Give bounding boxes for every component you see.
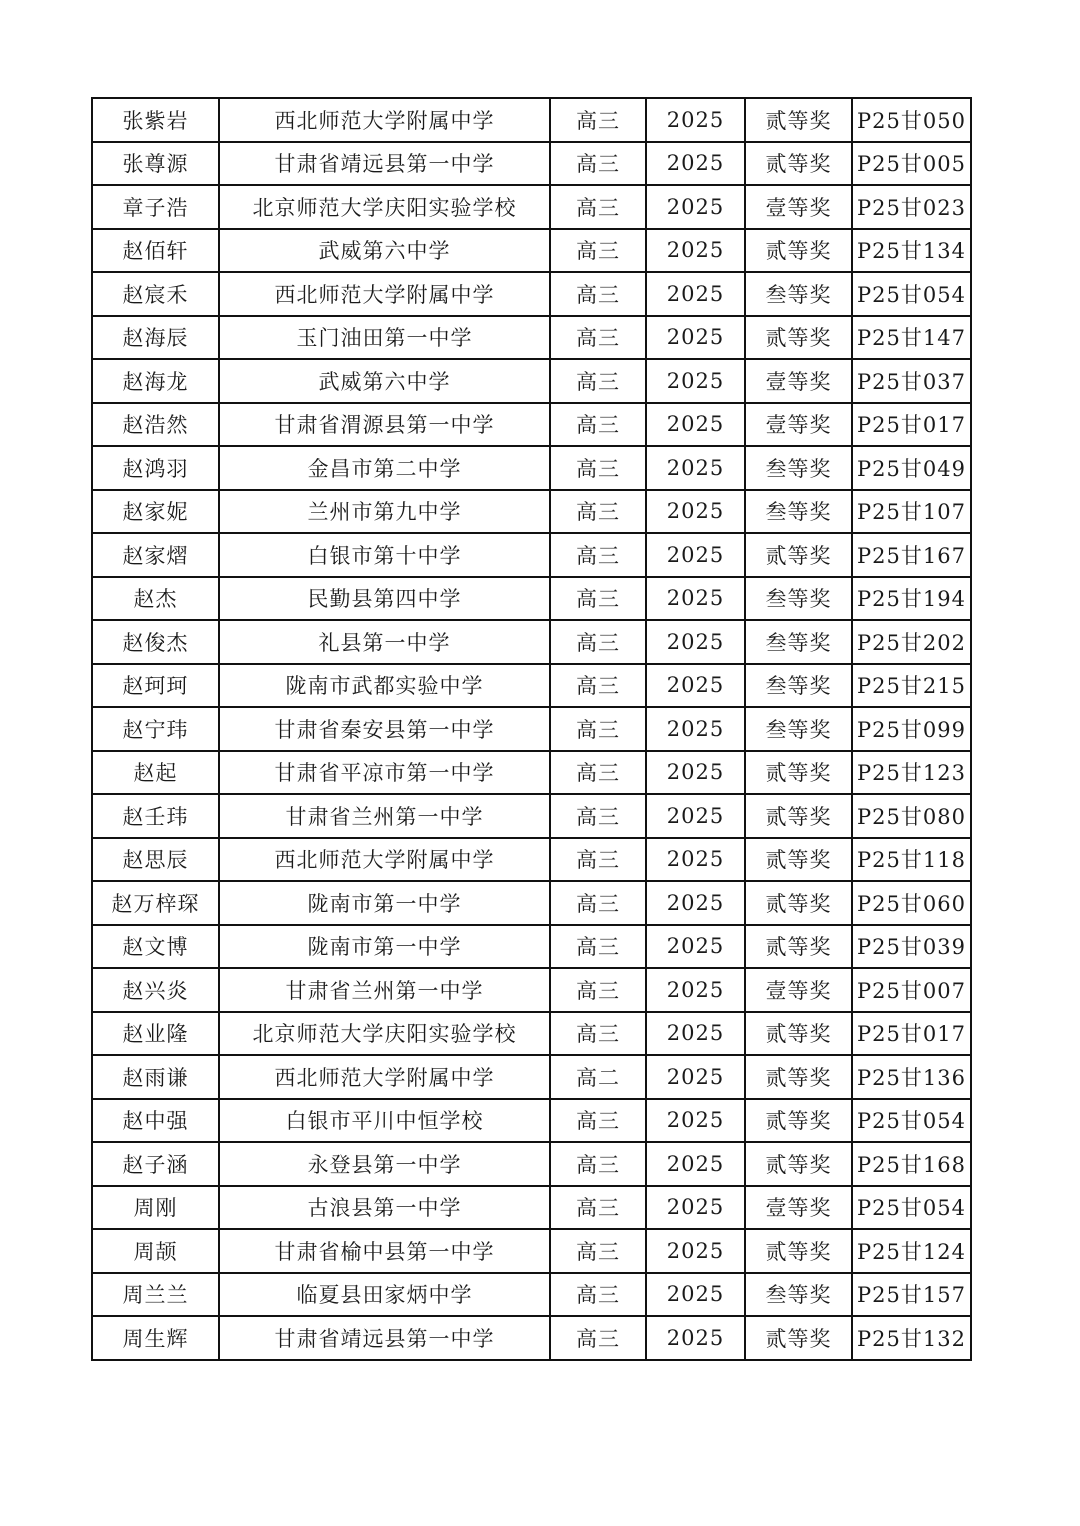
table-row	[92, 1316, 971, 1360]
year-cell: 2025	[646, 490, 745, 534]
award-level-cell: 叁等奖	[745, 664, 852, 708]
year-cell: 2025	[646, 925, 745, 969]
grade-cell: 高三	[550, 98, 646, 142]
grade-cell: 高三	[550, 1229, 646, 1273]
year-cell: 2025	[646, 577, 745, 621]
table-row	[92, 446, 971, 490]
award-level-cell: 贰等奖	[745, 1055, 852, 1099]
certificate-id-cell: P25甘157	[852, 1273, 971, 1317]
student-name-cell: 赵兴炎	[92, 968, 219, 1012]
award-level-cell: 叁等奖	[745, 1273, 852, 1317]
table-row	[92, 577, 971, 621]
table-row	[92, 1055, 971, 1099]
certificate-id-cell: P25甘050	[852, 98, 971, 142]
school-cell: 陇南市第一中学	[219, 925, 550, 969]
certificate-id-cell: P25甘147	[852, 316, 971, 360]
student-name-cell: 赵鸿羽	[92, 446, 219, 490]
student-name-cell: 赵海龙	[92, 359, 219, 403]
award-level-cell: 壹等奖	[745, 1186, 852, 1230]
year-cell: 2025	[646, 229, 745, 273]
table-row	[92, 707, 971, 751]
year-cell: 2025	[646, 794, 745, 838]
table-row	[92, 1012, 971, 1056]
certificate-id-cell: P25甘023	[852, 185, 971, 229]
table-row	[92, 272, 971, 316]
grade-cell: 高三	[550, 751, 646, 795]
award-level-cell: 贰等奖	[745, 881, 852, 925]
table-row	[92, 838, 971, 882]
award-level-cell: 叁等奖	[745, 446, 852, 490]
grade-cell: 高三	[550, 1273, 646, 1317]
grade-cell: 高三	[550, 185, 646, 229]
award-level-cell: 贰等奖	[745, 1012, 852, 1056]
certificate-id-cell: P25甘132	[852, 1316, 971, 1360]
year-cell: 2025	[646, 620, 745, 664]
year-cell: 2025	[646, 1099, 745, 1143]
grade-cell: 高三	[550, 142, 646, 186]
award-level-cell: 壹等奖	[745, 185, 852, 229]
award-level-cell: 贰等奖	[745, 838, 852, 882]
table-row	[92, 620, 971, 664]
award-level-cell: 叁等奖	[745, 707, 852, 751]
award-level-cell: 贰等奖	[745, 1229, 852, 1273]
year-cell: 2025	[646, 751, 745, 795]
year-cell: 2025	[646, 403, 745, 447]
award-level-cell: 壹等奖	[745, 403, 852, 447]
grade-cell: 高三	[550, 838, 646, 882]
grade-cell: 高三	[550, 664, 646, 708]
student-name-cell: 周颉	[92, 1229, 219, 1273]
student-name-cell: 赵中强	[92, 1099, 219, 1143]
award-level-cell: 贰等奖	[745, 794, 852, 838]
school-cell: 甘肃省兰州第一中学	[219, 968, 550, 1012]
certificate-id-cell: P25甘017	[852, 1012, 971, 1056]
certificate-id-cell: P25甘099	[852, 707, 971, 751]
award-level-cell: 贰等奖	[745, 1099, 852, 1143]
school-cell: 甘肃省靖远县第一中学	[219, 142, 550, 186]
student-name-cell: 赵珂珂	[92, 664, 219, 708]
grade-cell: 高三	[550, 1142, 646, 1186]
year-cell: 2025	[646, 1142, 745, 1186]
school-cell: 临夏县田家炳中学	[219, 1273, 550, 1317]
school-cell: 白银市第十中学	[219, 533, 550, 577]
award-level-cell: 壹等奖	[745, 359, 852, 403]
table-row	[92, 490, 971, 534]
student-name-cell: 赵思辰	[92, 838, 219, 882]
year-cell: 2025	[646, 881, 745, 925]
grade-cell: 高三	[550, 707, 646, 751]
year-cell: 2025	[646, 707, 745, 751]
table-row	[92, 142, 971, 186]
grade-cell: 高三	[550, 403, 646, 447]
student-name-cell: 章子浩	[92, 185, 219, 229]
certificate-id-cell: P25甘054	[852, 1099, 971, 1143]
year-cell: 2025	[646, 664, 745, 708]
year-cell: 2025	[646, 968, 745, 1012]
table-row	[92, 533, 971, 577]
award-level-cell: 壹等奖	[745, 968, 852, 1012]
table-row	[92, 1229, 971, 1273]
grade-cell: 高三	[550, 620, 646, 664]
grade-cell: 高三	[550, 577, 646, 621]
table-row	[92, 185, 971, 229]
certificate-id-cell: P25甘136	[852, 1055, 971, 1099]
certificate-id-cell: P25甘039	[852, 925, 971, 969]
year-cell: 2025	[646, 533, 745, 577]
school-cell: 甘肃省靖远县第一中学	[219, 1316, 550, 1360]
table-row	[92, 881, 971, 925]
award-level-cell: 贰等奖	[745, 533, 852, 577]
school-cell: 西北师范大学附属中学	[219, 838, 550, 882]
certificate-id-cell: P25甘080	[852, 794, 971, 838]
table-row	[92, 316, 971, 360]
student-name-cell: 赵雨谦	[92, 1055, 219, 1099]
student-name-cell: 赵家熠	[92, 533, 219, 577]
school-cell: 甘肃省平凉市第一中学	[219, 751, 550, 795]
year-cell: 2025	[646, 1229, 745, 1273]
year-cell: 2025	[646, 1055, 745, 1099]
table-row	[92, 98, 971, 142]
school-cell: 北京师范大学庆阳实验学校	[219, 1012, 550, 1056]
grade-cell: 高三	[550, 359, 646, 403]
student-name-cell: 张尊源	[92, 142, 219, 186]
student-name-cell: 赵海辰	[92, 316, 219, 360]
table-row	[92, 1273, 971, 1317]
school-cell: 玉门油田第一中学	[219, 316, 550, 360]
student-name-cell: 赵子涵	[92, 1142, 219, 1186]
student-name-cell: 赵俊杰	[92, 620, 219, 664]
year-cell: 2025	[646, 1012, 745, 1056]
grade-cell: 高三	[550, 316, 646, 360]
grade-cell: 高三	[550, 881, 646, 925]
year-cell: 2025	[646, 446, 745, 490]
school-cell: 武威第六中学	[219, 359, 550, 403]
grade-cell: 高三	[550, 968, 646, 1012]
year-cell: 2025	[646, 1186, 745, 1230]
certificate-id-cell: P25甘060	[852, 881, 971, 925]
certificate-id-cell: P25甘215	[852, 664, 971, 708]
student-name-cell: 赵佰轩	[92, 229, 219, 273]
year-cell: 2025	[646, 272, 745, 316]
student-name-cell: 赵宸禾	[92, 272, 219, 316]
grade-cell: 高三	[550, 229, 646, 273]
table-row	[92, 794, 971, 838]
school-cell: 甘肃省兰州第一中学	[219, 794, 550, 838]
student-name-cell: 赵家妮	[92, 490, 219, 534]
student-name-cell: 赵宁玮	[92, 707, 219, 751]
grade-cell: 高三	[550, 533, 646, 577]
certificate-id-cell: P25甘005	[852, 142, 971, 186]
award-level-cell: 贰等奖	[745, 1142, 852, 1186]
year-cell: 2025	[646, 185, 745, 229]
table-row	[92, 229, 971, 273]
certificate-id-cell: P25甘118	[852, 838, 971, 882]
grade-cell: 高三	[550, 794, 646, 838]
grade-cell: 高三	[550, 925, 646, 969]
table-row	[92, 1142, 971, 1186]
award-level-cell: 贰等奖	[745, 1316, 852, 1360]
school-cell: 礼县第一中学	[219, 620, 550, 664]
certificate-id-cell: P25甘037	[852, 359, 971, 403]
school-cell: 西北师范大学附属中学	[219, 1055, 550, 1099]
school-cell: 永登县第一中学	[219, 1142, 550, 1186]
year-cell: 2025	[646, 1273, 745, 1317]
certificate-id-cell: P25甘049	[852, 446, 971, 490]
certificate-id-cell: P25甘134	[852, 229, 971, 273]
certificate-id-cell: P25甘168	[852, 1142, 971, 1186]
school-cell: 金昌市第二中学	[219, 446, 550, 490]
year-cell: 2025	[646, 838, 745, 882]
grade-cell: 高三	[550, 446, 646, 490]
certificate-id-cell: P25甘123	[852, 751, 971, 795]
school-cell: 陇南市武都实验中学	[219, 664, 550, 708]
table-row	[92, 968, 971, 1012]
student-name-cell: 张紫岩	[92, 98, 219, 142]
student-name-cell: 赵浩然	[92, 403, 219, 447]
school-cell: 甘肃省秦安县第一中学	[219, 707, 550, 751]
certificate-id-cell: P25甘007	[852, 968, 971, 1012]
student-name-cell: 赵杰	[92, 577, 219, 621]
school-cell: 民勤县第四中学	[219, 577, 550, 621]
student-name-cell: 赵业隆	[92, 1012, 219, 1056]
certificate-id-cell: P25甘124	[852, 1229, 971, 1273]
award-level-cell: 叁等奖	[745, 577, 852, 621]
table-row	[92, 1099, 971, 1143]
year-cell: 2025	[646, 98, 745, 142]
table-row	[92, 359, 971, 403]
table-row	[92, 751, 971, 795]
table-row	[92, 1186, 971, 1230]
school-cell: 甘肃省渭源县第一中学	[219, 403, 550, 447]
year-cell: 2025	[646, 1316, 745, 1360]
award-level-cell: 贰等奖	[745, 98, 852, 142]
certificate-id-cell: P25甘194	[852, 577, 971, 621]
certificate-id-cell: P25甘167	[852, 533, 971, 577]
grade-cell: 高三	[550, 490, 646, 534]
school-cell: 陇南市第一中学	[219, 881, 550, 925]
certificate-id-cell: P25甘107	[852, 490, 971, 534]
grade-cell: 高三	[550, 1316, 646, 1360]
school-cell: 武威第六中学	[219, 229, 550, 273]
award-list-body	[92, 98, 971, 1360]
certificate-id-cell: P25甘017	[852, 403, 971, 447]
award-level-cell: 贰等奖	[745, 925, 852, 969]
student-name-cell: 赵文博	[92, 925, 219, 969]
student-name-cell: 周兰兰	[92, 1273, 219, 1317]
year-cell: 2025	[646, 316, 745, 360]
award-level-cell: 叁等奖	[745, 490, 852, 534]
grade-cell: 高三	[550, 1099, 646, 1143]
award-level-cell: 贰等奖	[745, 751, 852, 795]
award-level-cell: 叁等奖	[745, 620, 852, 664]
school-cell: 北京师范大学庆阳实验学校	[219, 185, 550, 229]
student-name-cell: 赵壬玮	[92, 794, 219, 838]
school-cell: 古浪县第一中学	[219, 1186, 550, 1230]
award-level-cell: 叁等奖	[745, 272, 852, 316]
student-name-cell: 赵万梓琛	[92, 881, 219, 925]
school-cell: 西北师范大学附属中学	[219, 98, 550, 142]
grade-cell: 高二	[550, 1055, 646, 1099]
grade-cell: 高三	[550, 1012, 646, 1056]
table-row	[92, 403, 971, 447]
year-cell: 2025	[646, 359, 745, 403]
school-cell: 甘肃省榆中县第一中学	[219, 1229, 550, 1273]
school-cell: 兰州市第九中学	[219, 490, 550, 534]
grade-cell: 高三	[550, 1186, 646, 1230]
award-list-table	[91, 97, 972, 1361]
year-cell: 2025	[646, 142, 745, 186]
student-name-cell: 周生辉	[92, 1316, 219, 1360]
certificate-id-cell: P25甘054	[852, 1186, 971, 1230]
school-cell: 西北师范大学附属中学	[219, 272, 550, 316]
award-level-cell: 贰等奖	[745, 229, 852, 273]
award-level-cell: 贰等奖	[745, 316, 852, 360]
certificate-id-cell: P25甘202	[852, 620, 971, 664]
certificate-id-cell: P25甘054	[852, 272, 971, 316]
student-name-cell: 赵起	[92, 751, 219, 795]
table-row	[92, 925, 971, 969]
award-level-cell: 贰等奖	[745, 142, 852, 186]
school-cell: 白银市平川中恒学校	[219, 1099, 550, 1143]
student-name-cell: 周刚	[92, 1186, 219, 1230]
grade-cell: 高三	[550, 272, 646, 316]
table-row	[92, 664, 971, 708]
